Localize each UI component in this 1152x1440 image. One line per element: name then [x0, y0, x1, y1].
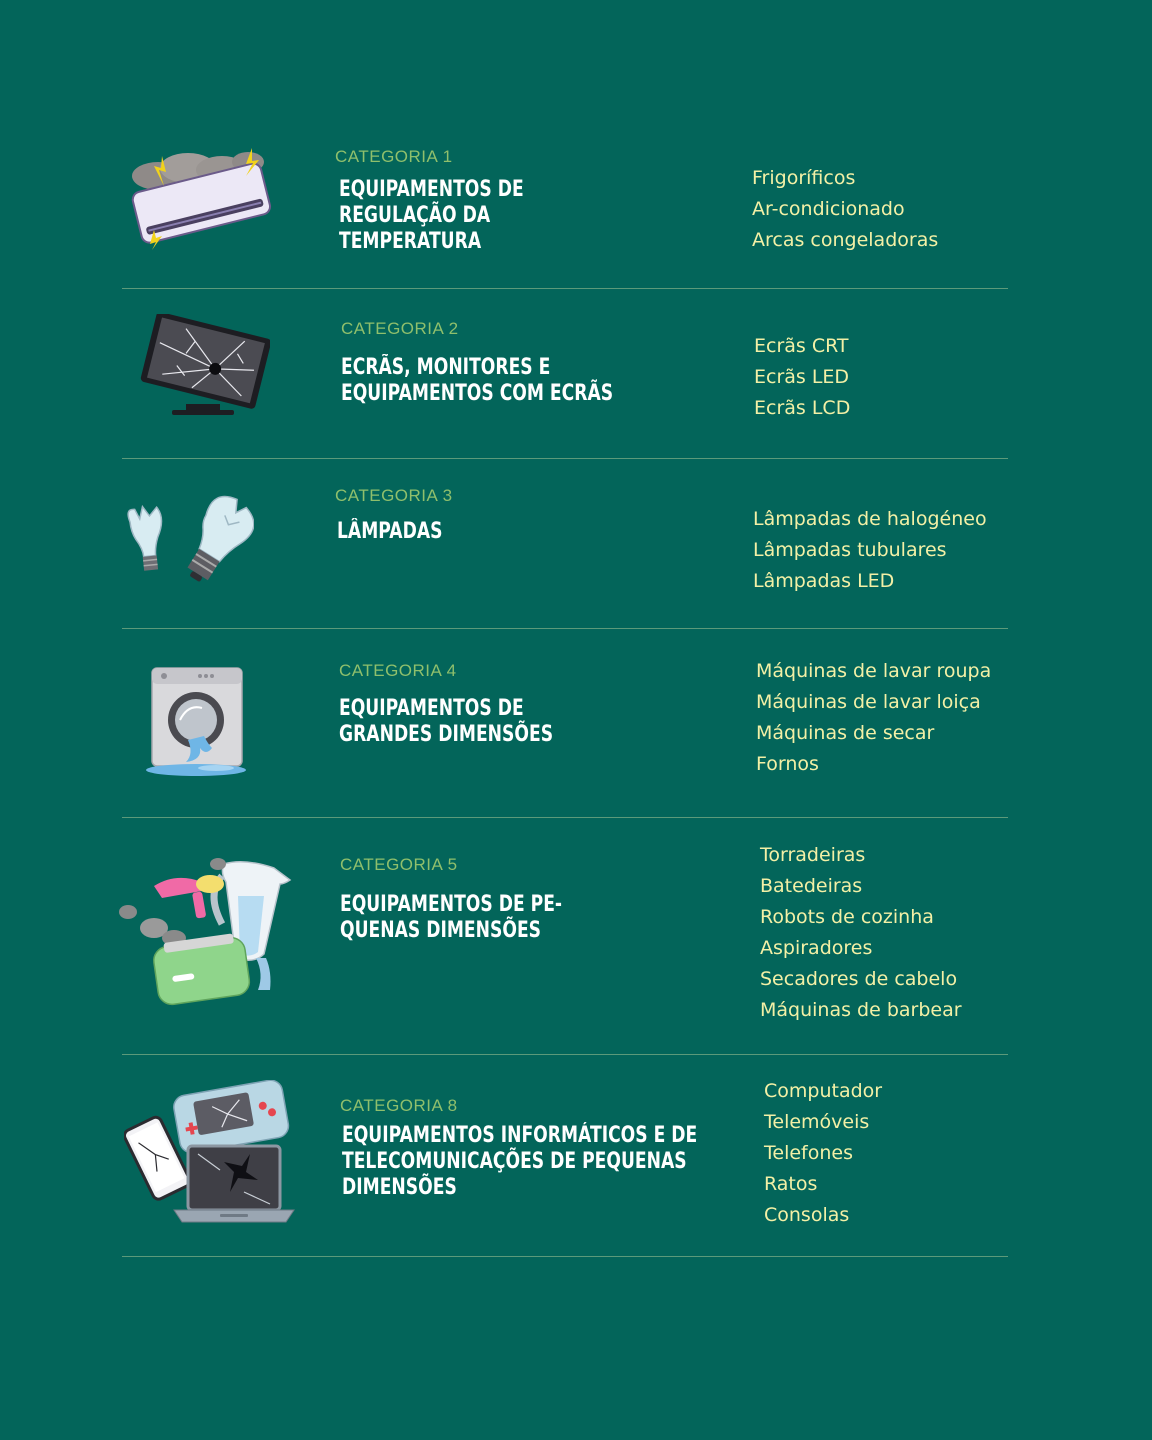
- category-label: CATEGORIA 5: [340, 855, 458, 874]
- list-item: Lâmpadas tubulares: [753, 539, 947, 561]
- list-item: Lâmpadas LED: [753, 570, 895, 592]
- divider: [122, 1256, 1008, 1257]
- category-items: [764, 1076, 882, 1231]
- list-item: Telefones: [764, 1142, 853, 1164]
- list-item: Ecrãs CRT: [754, 335, 849, 357]
- category-items: [754, 331, 850, 424]
- list-item: Máquinas de secar: [756, 722, 935, 744]
- category-items: [753, 504, 987, 597]
- category-title: EQUIPAMENTOS DE GRANDES DIMENSÕES: [339, 696, 554, 747]
- list-item: Ecrãs LCD: [754, 397, 851, 419]
- category-label: CATEGORIA 3: [335, 486, 453, 505]
- list-item: Máquinas de barbear: [760, 999, 962, 1021]
- small-appliances-icon: [114, 854, 300, 1008]
- air-conditioner-icon: [118, 146, 278, 252]
- category-items: [756, 656, 991, 780]
- list-item: Ar-condicionado: [752, 198, 905, 220]
- list-item: Robots de cozinha: [760, 906, 934, 928]
- list-item: Batedeiras: [760, 875, 863, 897]
- list-item: Arcas congeladoras: [752, 229, 939, 251]
- category-items: [760, 840, 962, 1026]
- category-title: EQUIPAMENTOS DE REGULAÇÃO DA TEMPERATURA: [339, 177, 524, 254]
- divider: [122, 458, 1008, 459]
- list-item: Máquinas de lavar roupa: [756, 660, 992, 682]
- list-item: Secadores de cabelo: [760, 968, 958, 990]
- list-item: Consolas: [764, 1204, 850, 1226]
- category-label: CATEGORIA 2: [341, 319, 459, 338]
- category-label: CATEGORIA 8: [340, 1096, 458, 1115]
- broken-monitor-icon: [138, 314, 270, 420]
- category-label: CATEGORIA 4: [339, 661, 457, 680]
- divider: [122, 1054, 1008, 1055]
- category-title: ECRÃS, MONITORES E EQUIPAMENTOS COM ECRÃS: [341, 355, 614, 406]
- list-item: Ecrãs LED: [754, 366, 850, 388]
- list-item: Fornos: [756, 753, 819, 775]
- category-title: EQUIPAMENTOS INFORMÁTICOS E DE TELECOMUNICAÇÕES DE PEQUENAS DIMENSÕES: [342, 1123, 698, 1200]
- list-item: Telemóveis: [764, 1111, 870, 1133]
- category-title: EQUIPAMENTOS DE PE- QUENAS DIMENSÕES: [340, 892, 563, 943]
- list-item: Ratos: [764, 1173, 818, 1195]
- divider: [122, 628, 1008, 629]
- category-title: LÂMPADAS: [337, 519, 443, 544]
- list-item: Lâmpadas de halogéneo: [753, 508, 987, 530]
- list-item: Frigoríficos: [752, 167, 856, 189]
- list-item: Computador: [764, 1080, 883, 1102]
- list-item: Torradeiras: [760, 844, 866, 866]
- leaking-washing-machine-icon: [142, 664, 250, 782]
- list-item: Máquinas de lavar loiça: [756, 691, 981, 713]
- broken-electronics-icon: [124, 1080, 300, 1228]
- category-items: [752, 163, 938, 256]
- divider: [122, 817, 1008, 818]
- divider: [122, 288, 1008, 289]
- category-label: CATEGORIA 1: [335, 147, 453, 166]
- broken-bulbs-icon: [124, 494, 254, 594]
- list-item: Aspiradores: [760, 937, 873, 959]
